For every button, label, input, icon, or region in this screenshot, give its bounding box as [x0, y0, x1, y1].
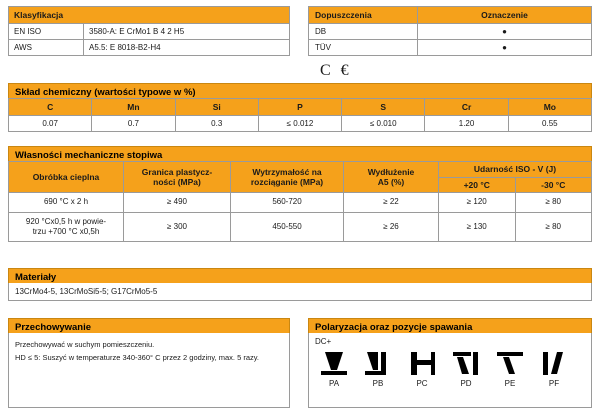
table-row	[309, 40, 592, 56]
chemical-composition-title: Skład chemiczny (wartości typowe w %)	[8, 83, 592, 102]
mech-header-impact-plus20: +20 °C	[439, 177, 516, 193]
classification-title: Klasyfikacja	[9, 7, 290, 24]
approval-mark: ●	[418, 40, 592, 56]
welding-position-label: PC	[416, 379, 428, 388]
table-row	[9, 212, 592, 242]
mech-heattreatment	[9, 212, 124, 242]
chem-header-cr: Cr	[425, 99, 508, 116]
table-header-row	[9, 99, 592, 116]
classification-table	[8, 6, 290, 56]
ce-mark-icon: C €	[320, 62, 352, 79]
approvals-col-name: Dopuszczenia	[309, 7, 418, 24]
position-pf-icon	[535, 348, 573, 378]
mech-heattreatment-line1: 920 °Cx0,5 h w powie-	[25, 216, 107, 226]
mech-header-elongation	[344, 162, 439, 193]
mech-header-heattreatment: Obróbka cieplna	[9, 162, 124, 193]
position-pe-icon	[491, 348, 529, 378]
mech-header-yield-line2: ności (MPa)	[153, 177, 201, 188]
materials-title: Materiały	[8, 268, 592, 287]
chem-header-mo: Mo	[508, 99, 591, 116]
chem-value-p: ≤ 0.012	[258, 116, 341, 132]
mech-yield: ≥ 490	[124, 193, 231, 212]
table-row	[9, 40, 290, 56]
welding-position-pe	[491, 348, 529, 388]
chem-value-si: 0.3	[175, 116, 258, 132]
mech-header-tensile-line2: rozciąganie (MPa)	[250, 177, 324, 188]
chem-value-c: 0.07	[9, 116, 92, 132]
mech-header-yield	[124, 162, 231, 193]
storage-content	[8, 333, 290, 408]
chem-value-s: ≤ 0.010	[342, 116, 425, 132]
storage-line-1: Przechowywać w suchym pomieszczeniu.	[15, 340, 155, 349]
mech-yield: ≥ 300	[124, 212, 231, 242]
position-pc-icon	[403, 348, 441, 378]
mech-heattreatment	[9, 193, 124, 212]
classification-standard: EN ISO	[9, 24, 84, 40]
table-header-row	[9, 7, 290, 24]
mech-heattreatment-line1: 690 °C x 2 h	[43, 197, 89, 207]
welding-position-pf	[535, 348, 573, 388]
welding-position-label: PE	[504, 379, 516, 388]
mech-heattreatment-line2: trzu +700 °C x0,5h	[32, 227, 100, 237]
storage-title: Przechowywanie	[8, 318, 290, 337]
table-row	[9, 24, 290, 40]
mech-header-tensile-line1: Wytrzymałość na	[252, 166, 322, 177]
welding-position-pb	[359, 348, 397, 388]
table-header-row	[309, 7, 592, 24]
mech-impact-minus30: ≥ 80	[515, 193, 592, 212]
polarity-content	[308, 333, 592, 408]
chem-header-s: S	[342, 99, 425, 116]
mech-impact-plus20: ≥ 130	[439, 212, 516, 242]
welding-position-pa	[315, 348, 353, 388]
mech-header-tensile	[231, 162, 344, 193]
approvals-col-mark: Oznaczenie	[418, 7, 592, 24]
welding-position-label: PB	[372, 379, 384, 388]
position-pb-icon	[359, 348, 397, 378]
mechanical-properties-title: Własności mechaniczne stopiwa	[8, 146, 592, 165]
welding-position-label: PA	[328, 379, 340, 388]
table-row	[9, 116, 592, 132]
polarity-value: DC+	[315, 337, 332, 346]
mech-impact-plus20: ≥ 120	[439, 193, 516, 212]
chem-value-mo: 0.55	[508, 116, 591, 132]
approvals-table	[308, 6, 592, 56]
table-row	[9, 193, 592, 212]
mech-tensile: 450-550	[231, 212, 344, 242]
mech-header-yield-line1: Granica plastycz-	[141, 166, 213, 177]
chem-header-si: Si	[175, 99, 258, 116]
mechanical-properties-table	[8, 161, 592, 242]
classification-standard: AWS	[9, 40, 84, 56]
approval-name: TÜV	[309, 40, 418, 56]
position-pd-icon	[447, 348, 485, 378]
table-header-row	[9, 162, 592, 178]
mech-elongation: ≥ 22	[344, 193, 439, 212]
mech-header-elongation-line2: A5 (%)	[377, 177, 405, 188]
chem-value-cr: 1.20	[425, 116, 508, 132]
approval-name: DB	[309, 24, 418, 40]
chem-header-c: C	[9, 99, 92, 116]
classification-designation: 3580-A: E CrMo1 B 4 2 H5	[84, 24, 290, 40]
chem-header-mn: Mn	[92, 99, 175, 116]
chemical-composition-table	[8, 98, 592, 132]
mech-header-impact: Udarność ISO - V (J)	[439, 162, 592, 178]
mech-tensile: 560-720	[231, 193, 344, 212]
chem-header-p: P	[258, 99, 341, 116]
chem-value-mn: 0.7	[92, 116, 175, 132]
welding-position-label: PD	[460, 379, 472, 388]
mech-header-elongation-line1: Wydłużenie	[367, 166, 415, 177]
storage-line-2: HD ≤ 5: Suszyć w temperaturze 340-360° C przez 2 godziny, max. 5 razy.	[15, 352, 260, 362]
position-pa-icon	[315, 348, 353, 378]
polarity-title: Polaryzacja oraz pozycje spawania	[308, 318, 592, 337]
table-row	[309, 24, 592, 40]
welding-position-label: PF	[548, 379, 560, 388]
welding-positions	[315, 348, 585, 388]
mech-impact-minus30: ≥ 80	[515, 212, 592, 242]
mech-header-impact-minus30: -30 °C	[515, 177, 592, 193]
welding-position-pd	[447, 348, 485, 388]
welding-position-pc	[403, 348, 441, 388]
materials-content: 13CrMo4-5, 13CrMoSi5-5; G17CrMo5-5	[8, 283, 592, 301]
approval-mark: ●	[418, 24, 592, 40]
mech-elongation: ≥ 26	[344, 212, 439, 242]
classification-designation: A5.5: E 8018-B2-H4	[84, 40, 290, 56]
